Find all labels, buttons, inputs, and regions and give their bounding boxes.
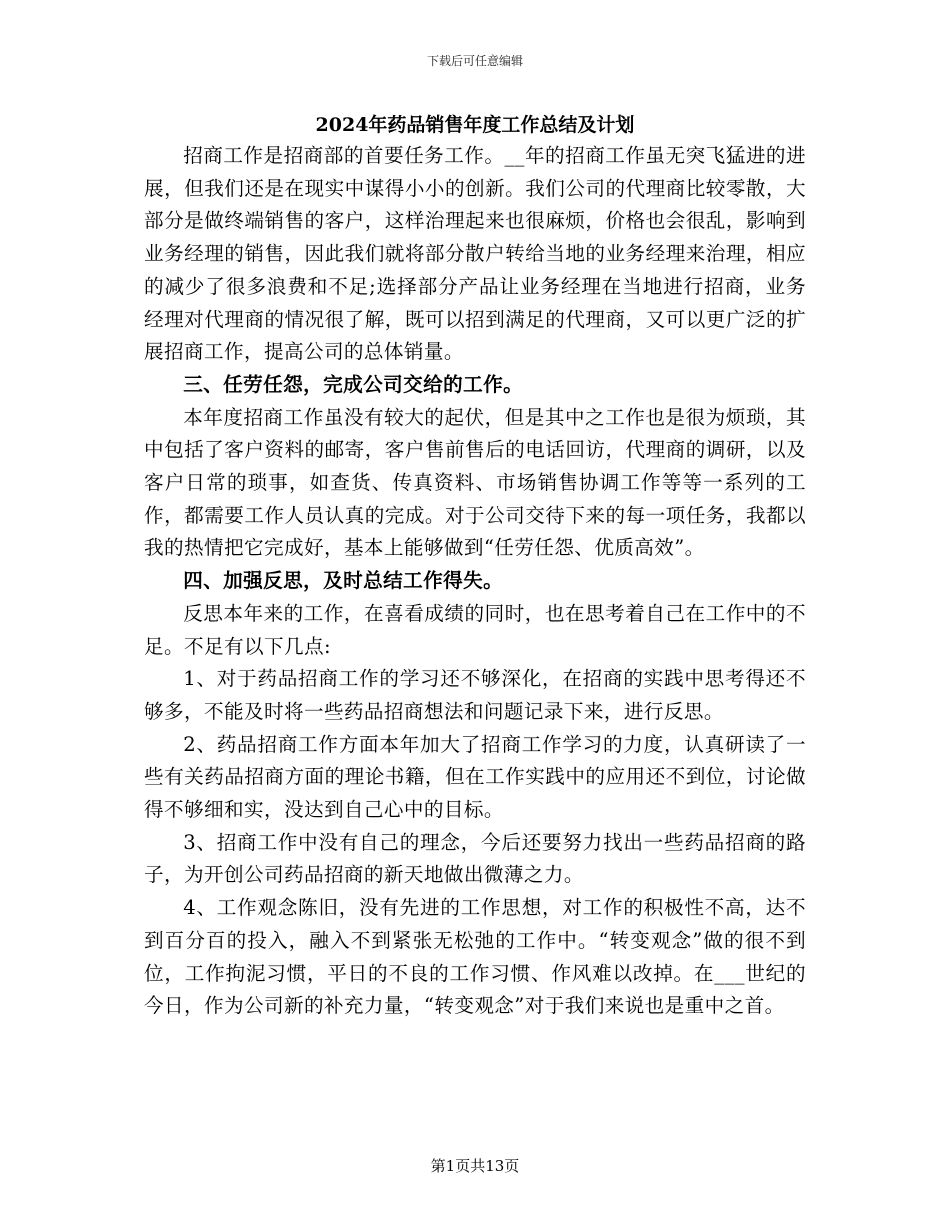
list-item-1: 1、对于药品招商工作的学习还不够深化，在招商的实践中思考得还不够多，不能及时将一些药品招商想法和问题记录下来，进行反思。 xyxy=(144,667,806,723)
paragraph-intro: 招商工作是招商部的首要任务工作。__年的招商工作虽无突飞猛进的进展，但我们还是在现实中谋得小小的创新。我们公司的代理商比较零散，大部分是做终端销售的客户，这样治理起来也很麻烦，价格也会很乱，影响到业务经理的销售，因此我们就将部分散户转给当地的业务经理来治理，相应的减少了很多浪费和不足;选择部分产品让业务经理在当地进行招商，业务经理对代理商的情况很了解，既可以招到满足的代理商，又可以更广泛的扩展招商工作，提高公司的总体销量。 xyxy=(144,144,806,364)
list-item-2: 2、药品招商工作方面本年加大了招商工作学习的力度，认真研读了一些有关药品招商方面的理论书籍，但在工作实践中的应用还不到位，讨论做得不够细和实，没达到自己心中的目标。 xyxy=(144,732,806,822)
list-item-3: 3、招商工作中没有自己的理念，今后还要努力找出一些药品招商的路子，为开创公司药品招商的新天地做出微薄之力。 xyxy=(144,830,806,887)
document-title: 2024年药品销售年度工作总结及计划 xyxy=(315,114,635,136)
page-number-footer: 第1页共13页 xyxy=(430,1157,520,1175)
document-body xyxy=(144,140,806,1023)
header-note: 下载后可任意编辑 xyxy=(426,54,523,68)
section-heading-4: 四、加强反思，及时总结工作得失。 xyxy=(183,569,504,593)
paragraph-reflection: 反思本年来的工作，在喜看成绩的同时，也在思考着自己在工作中的不足。不足有以下几点: xyxy=(144,601,806,658)
paragraph-section-3: 本年度招商工作虽没有较大的起伏，但是其中之工作也是很为烦琐，其中包括了客户资料的邮寄，客户售前售后的电话回访，代理商的调研，以及客户日常的琐事，如查货、传真资料、市场销售协调工作等等一系列的工作，都需要工作人员认真的完成。对于公司交待下来的每一项任务，我都以我的热情把它完成好，基本上能够做到“任劳任怨、优质高效”。 xyxy=(144,405,806,560)
section-heading-3: 三、任劳任怨，完成公司交给的工作。 xyxy=(183,372,524,396)
list-item-4: 4、工作观念陈旧，没有先进的工作思想，对工作的积极性不高，达不到百分百的投入，融入不到紧张无松弛的工作中。“转变观念”做的很不到位，工作拘泥习惯，平日的不良的工作习惯、作风难以改掉。在___世纪的今日，作为公司新的补充力量，“转变观念”对于我们来说也是重中之首。 xyxy=(144,896,806,1018)
